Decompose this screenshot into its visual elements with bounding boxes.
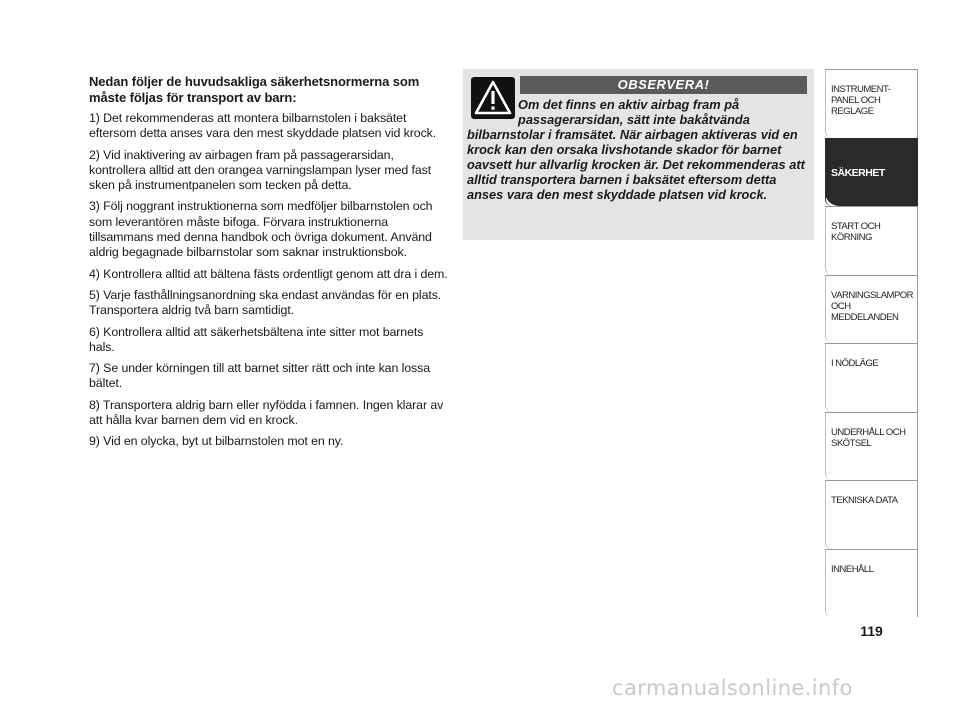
rule-item-9: 9) Vid en olycka, byt ut bilbarnstolen mot en ny. [89, 434, 344, 449]
rule-item-3: 3) Följ noggrant instruktionerna som medföljer bilbarnstolen och som leverantören måste bifoga. Förvara instruktionerna tillsammans med denna handbok och övriga dokument. Använd aldrig begagnade bilbarnstolar som saknar instruktionsbok. [89, 199, 433, 260]
tab-label: I NÖDLÄGE [831, 358, 879, 369]
tab-label: VARNINGSLAMPOR OCH MEDDELANDEN [831, 289, 914, 323]
tab-label: INNEHÅLL [831, 563, 874, 575]
rule-item-2: 2) Vid inaktivering av airbagen fram på passagerarsidan, kontrollera alltid att den orangea varningslampan lyser med fast sken på instrumentpanelen som tecken på detta. [89, 147, 432, 193]
rule-item-4: 4) Kontrollera alltid att bältena fästs ordentligt genom att dra i dem. [89, 266, 448, 281]
intro-heading: Nedan följer de huvudsakliga säkerhetsnormerna som måste följas för transport av barn: [89, 74, 420, 105]
tab-instrumentpanel[interactable] [825, 69, 918, 138]
watermark: carmanualsonline.info [612, 676, 853, 700]
tab-tekniska-data[interactable] [825, 480, 918, 549]
rule-item-1: 1) Det rekommenderas att montera bilbarnstolen i baksätet eftersom detta anses vara den mest skyddade platsen vid krock. [89, 111, 437, 141]
warning-text [467, 97, 810, 202]
tab-varningslampor[interactable] [825, 275, 918, 344]
tab-sakerhet[interactable] [825, 138, 918, 207]
tab-label: TEKNISKA DATA [831, 495, 898, 506]
rule-item-7: 7) Se under körningen till att barnet sitter rätt och inte kan lossa bältet. [89, 361, 431, 391]
tab-label: UNDERHÅLL OCH SKÖTSEL [831, 426, 906, 449]
rule-item-6: 6) Kontrollera alltid att säkerhetsbältena inte sitter mot barnets hals. [89, 324, 424, 354]
chapter-tabs [825, 69, 918, 617]
tab-underhall[interactable] [825, 412, 918, 481]
tab-innehall[interactable] [825, 549, 918, 618]
page-number: 119 [860, 623, 883, 639]
tab-i-nodlage[interactable] [825, 343, 918, 412]
tab-label: INSTRUMENT- PANEL OCH REGLAGE [831, 84, 891, 117]
rule-item-8: 8) Transportera aldrig barn eller nyfödda i famnen. Ingen klarar av att hålla kvar barnen dem vid en krock. [89, 397, 444, 428]
tab-label: SÄKERHET [831, 166, 885, 179]
main-content [89, 74, 449, 456]
rule-item-5: 5) Varje fasthållningsanordning ska endast användas för en plats. Transportera aldrig två barn samtidigt. [89, 287, 442, 318]
warning-box [463, 69, 814, 240]
tab-start-och-korning[interactable] [825, 206, 918, 275]
warning-title: OBSERVERA! [520, 76, 807, 94]
warning-text-body: Om det finns en aktiv airbag fram på passagerarsidan, sätt inte bakåtvända bilbarnstolar i framsätet. När airbagen aktiveras vid en krock kan den orsaka livshotande skador för barnet oavsett hur allvarlig krocken är. Det rekommenderas att alltid transportera barnen i baksätet eftersom detta anses vara den mest skyddade platsen vid krock. [467, 97, 805, 202]
tab-label: START OCH KÖRNING [831, 221, 881, 243]
